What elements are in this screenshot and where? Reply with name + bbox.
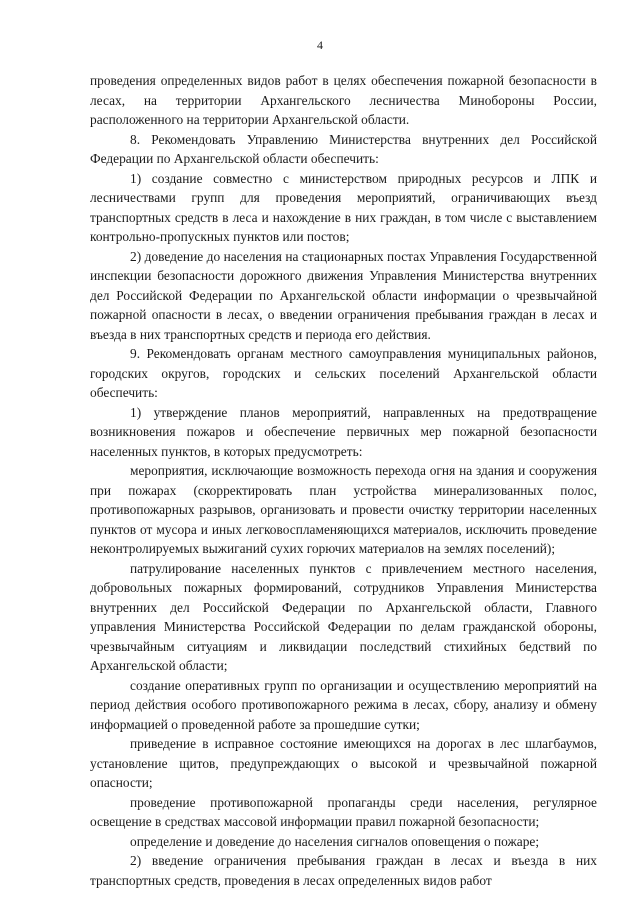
paragraph-continuation: проведения определенных видов работ в целях обеспечения пожарной безопасности в лесах, на территории Архангельского лесничества Минобороны России, расположенного на территории Архангельской области.: [90, 73, 597, 127]
paragraph-item-9: 9. Рекомендовать органам местного самоуправления муниципальных районов, городских округов, городских и сельских поселений Архангельской области обеспечить:: [90, 346, 597, 400]
paragraph-item-9-2: 2) введение ограничения пребывания граждан в лесах и въезда в них транспортных средств, проведения в лесах определенных видов работ: [90, 853, 597, 888]
paragraph-item-9-1: 1) утверждение планов мероприятий, направленных на предотвращение возникновения пожаров и обеспечение первичных мер пожарной безопасности населенных пунктов, в которых предусмотреть:: [90, 404, 597, 459]
paragraph-item-8-1: 1) создание совместно с министерством природных ресурсов и ЛПК и лесничествами групп для проведения мероприятий, ограничивающих въезд транспортных средств в леса и нахождение в них граждан, в том числе с выставлением контрольно-пропускных пунктов или постов;: [90, 170, 597, 244]
paragraph-propaganda: проведение противопожарной пропаганды среди населения, регулярное освещение в средствах массовой информации правил пожарной безопасности;: [90, 794, 597, 829]
page-number: 4: [317, 38, 323, 52]
document-body: [90, 71, 597, 890]
paragraph-operational-groups: создание оперативных групп по организации и осуществлению мероприятий на период действия особого противопожарного режима в лесах, сбору, анализу и обмену информацией о проведенной работе за прошедшие сутки;: [90, 677, 597, 732]
paragraph-item-8: 8. Рекомендовать Управлению Министерства внутренних дел Российской Федерации по Архангельской области обеспечить:: [90, 131, 597, 166]
paragraph-alert-signals: определение и доведение до населения сигналов оповещения о пожаре;: [130, 833, 540, 849]
paragraph-item-8-2: 2) доведение до населения на стационарных постах Управления Государственной инспекции безопасности дорожного движения Управления Министерства внутренних дел Российской Федерации по Архангельской области информации о чрезвычайной пожарной опасности в лесах, о введении ограничения пребывания граждан в лесах и въезда в них транспортных средств и периода его действия.: [90, 248, 597, 342]
paragraph-barriers-signs: приведение в исправное состояние имеющихся на дорогах в лес шлагбаумов, установление щитов, предупреждающих о высокой и чрезвычайной пожарной опасности;: [90, 736, 597, 790]
paragraph-patrolling: патрулирование населенных пунктов с привлечением местного населения, добровольных пожарных формирований, сотрудников Управления Министерства внутренних дел Российской Федерации по Архангельской области, Главного управления Министерства Российской Федерации по делам гражданской обороны, чрезвычайным ситуациям и ликвидации последствий стихийных бедствий по Архангельской области;: [90, 560, 597, 673]
paragraph-measures-fire-spread: мероприятия, исключающие возможность перехода огня на здания и сооружения при пожарах (скорректировать план устройства минерализованных полос, противопожарных разрывов, организовать и провести очистку территории населенных пунктов от мусора и иных легковоспламеняющихся материалов, исключить проведение неконтролируемых выжиганий сухих горючих материалов на землях поселений);: [90, 463, 597, 556]
